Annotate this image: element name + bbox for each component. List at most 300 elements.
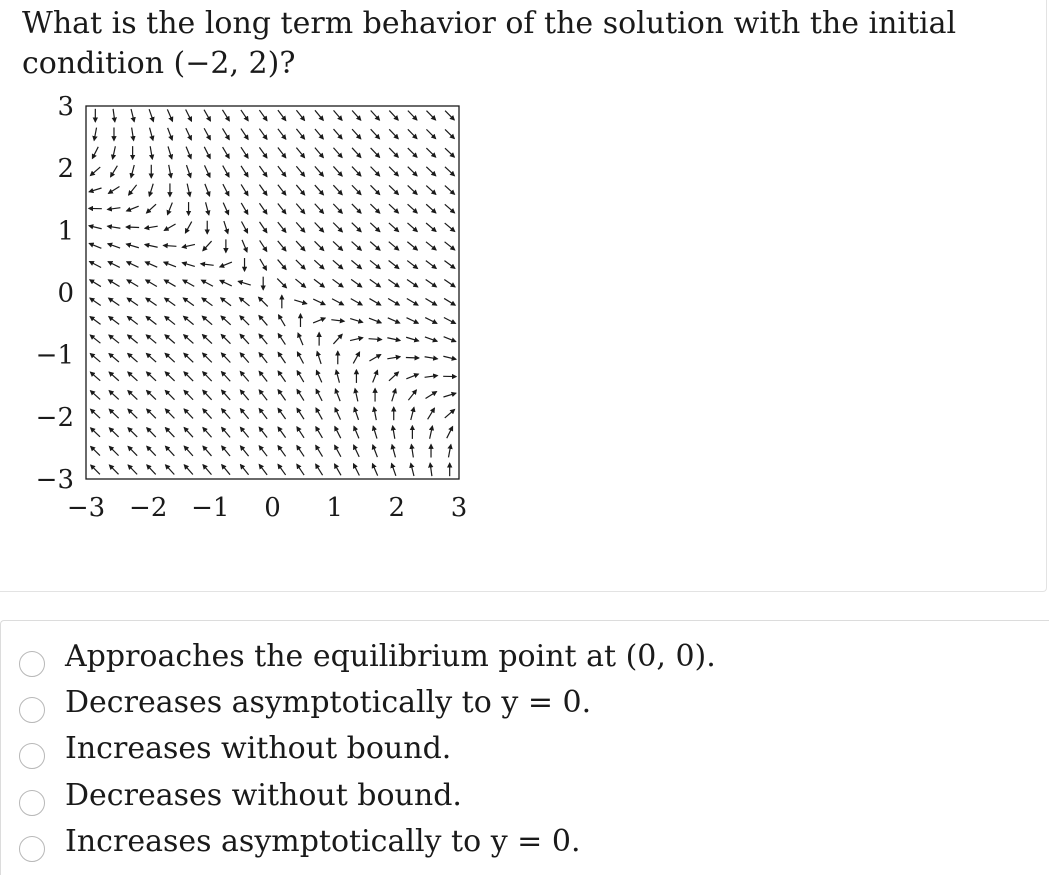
field-arrow-366 [425,357,438,359]
field-arrow-181 [259,446,267,456]
field-arrow-179 [241,110,248,121]
radio-button-1[interactable] [19,651,45,677]
field-arrow-72 [145,245,158,248]
field-arrow-132 [203,241,212,251]
field-arrow-340 [411,463,414,476]
x-tick-label: 0 [264,493,281,523]
field-arrow-127 [202,335,211,344]
field-arrow-155 [223,184,229,196]
field-arrow-188 [259,316,267,326]
field-arrow-235 [296,185,304,195]
field-arrow-345 [406,374,418,379]
field-arrow-212 [278,241,286,251]
field-arrow-272 [333,241,342,250]
field-arrow-282 [354,426,359,438]
field-arrow-317 [371,148,380,157]
field-arrow-4 [91,391,101,400]
field-arrow-316 [371,167,380,176]
y-axis-ticks [36,92,74,495]
field-arrow-305 [373,370,378,382]
field-arrow-96 [169,165,171,178]
field-arrow-356 [408,167,417,176]
field-arrow-111 [182,263,194,267]
field-arrow-176 [241,166,248,177]
field-arrow-119 [186,110,192,122]
field-arrow-310 [370,279,381,287]
field-arrow-268 [331,320,344,322]
field-arrow-382 [447,427,453,439]
field-arrow-139 [204,110,210,121]
field-arrow-23 [109,409,118,418]
field-arrow-271 [333,260,343,268]
field-arrow-168 [240,316,249,325]
field-arrow-112 [182,244,195,247]
field-arrow-45 [128,372,138,381]
field-arrow-230 [295,279,305,287]
field-arrow-324 [392,389,396,401]
field-arrow-140 [222,465,230,475]
field-arrow-143 [222,409,231,419]
field-arrow-280 [353,464,359,476]
field-arrow-12 [89,243,101,248]
field-arrow-260 [335,464,341,475]
field-arrow-352 [407,242,417,250]
field-arrow-389 [444,298,455,305]
field-arrow-98 [168,128,173,140]
field-arrow-42 [128,428,137,437]
field-arrow-150 [220,280,232,286]
field-arrow-103 [184,409,193,418]
field-arrow-388 [444,317,456,323]
field-arrow-208 [279,315,286,326]
field-arrow-314 [370,204,379,213]
answer-option-5[interactable] [19,820,580,864]
field-arrow-377 [426,148,435,157]
field-arrow-353 [407,223,417,232]
field-arrow-27 [109,335,119,343]
y-tick-label: 2 [57,154,74,185]
field-arrow-123 [203,409,212,419]
field-arrow-233 [296,222,305,232]
field-arrow-298 [352,129,361,139]
field-arrow-151 [220,262,232,267]
field-arrow-262 [335,427,341,439]
field-arrow-213 [278,222,286,232]
field-arrow-99 [167,109,172,121]
field-arrow-222 [297,427,304,438]
field-arrow-254 [315,204,324,214]
field-arrow-28 [109,317,119,325]
field-arrow-109 [183,298,194,306]
field-arrow-3 [91,409,100,418]
field-arrow-218 [278,129,286,139]
field-arrow-261 [335,445,341,456]
field-arrow-365 [425,376,438,378]
field-arrow-39 [113,109,115,122]
field-arrow-277 [333,148,342,158]
field-arrow-232 [296,241,305,251]
field-arrow-308 [369,318,381,323]
field-arrow-355 [408,185,417,194]
field-arrow-257 [315,148,323,158]
field-arrow-117 [186,147,191,159]
answer-label-1: Approaches the equilibrium point at (0, 0). [65,639,716,674]
field-arrow-287 [350,338,363,341]
field-arrow-91 [164,262,176,267]
field-arrow-216 [278,166,286,176]
field-arrow-60 [147,465,156,474]
field-arrow-241 [316,445,323,456]
field-arrow-224 [297,390,304,401]
field-arrow-378 [426,129,435,138]
field-arrow-184 [259,390,267,400]
y-tick-label: 1 [57,216,74,247]
field-arrow-25 [109,372,119,381]
field-arrow-279 [334,110,342,120]
field-arrow-343 [411,407,414,420]
field-arrow-149 [221,298,231,306]
field-arrow-79 [149,109,153,121]
field-arrow-330 [388,279,399,286]
field-arrow-18 [94,128,96,141]
field-arrow-22 [109,428,118,437]
field-arrow-364 [426,392,437,399]
field-arrow-47 [128,335,138,343]
field-arrow-54 [127,206,139,211]
field-arrow-186 [259,353,267,363]
field-arrow-252 [315,241,324,250]
field-arrow-59 [131,109,134,122]
field-arrow-178 [241,129,248,140]
field-arrow-281 [354,445,360,457]
field-arrow-15 [89,188,101,192]
field-arrow-67 [146,335,156,343]
field-arrow-88 [165,316,175,324]
field-arrow-154 [223,203,228,215]
field-arrow-93 [164,224,175,230]
field-arrow-46 [128,354,138,363]
field-arrow-29 [109,298,120,305]
field-arrow-50 [127,280,138,287]
field-arrow-71 [145,262,157,267]
field-arrow-158 [222,128,229,139]
field-arrow-8 [90,317,100,325]
field-arrow-101 [184,446,193,456]
answer-option-1[interactable] [19,635,716,679]
field-arrow-202 [278,427,286,438]
field-arrow-177 [241,147,248,158]
field-arrow-283 [354,408,358,420]
field-arrow-192 [260,240,267,251]
field-arrow-48 [127,317,137,325]
field-arrow-245 [316,371,321,383]
field-arrow-52 [126,244,138,248]
field-arrow-220 [297,464,304,475]
field-arrow-326 [387,357,400,359]
field-arrow-255 [315,185,324,195]
field-arrow-134 [206,202,209,215]
field-arrow-246 [317,352,321,364]
field-arrow-185 [259,371,267,381]
field-arrow-92 [163,245,176,246]
field-arrow-379 [426,111,435,120]
field-arrow-236 [296,166,304,176]
field-arrow-173 [241,221,247,232]
field-arrow-195 [259,185,266,196]
field-arrow-251 [314,260,324,269]
field-arrow-217 [278,147,286,157]
field-arrow-34 [108,208,121,210]
y-tick-label: −3 [35,465,74,495]
field-arrow-231 [296,260,305,269]
field-arrow-394 [445,204,455,213]
field-arrow-256 [315,166,324,176]
field-arrow-129 [202,298,212,306]
field-arrow-7 [90,335,100,343]
field-arrow-0 [91,465,100,474]
field-arrow-80 [166,465,175,475]
field-arrow-374 [426,204,436,213]
field-arrow-338 [389,129,398,138]
field-arrow-258 [315,129,323,139]
field-arrow-335 [389,185,398,194]
field-arrow-327 [387,338,400,341]
field-arrow-265 [336,370,339,383]
answers-card [0,620,1049,875]
field-arrow-376 [426,167,435,176]
arrow-field [89,109,456,476]
field-arrow-299 [352,110,361,120]
field-arrow-333 [389,223,399,232]
field-arrow-300 [373,464,378,476]
field-arrow-37 [113,146,116,159]
field-arrow-83 [165,409,174,418]
field-arrow-313 [370,223,380,232]
field-arrow-26 [109,354,119,362]
field-arrow-392 [445,242,455,250]
field-arrow-198 [259,129,267,140]
field-arrow-137 [204,147,210,159]
field-arrow-145 [222,372,231,382]
field-arrow-74 [147,204,157,213]
field-arrow-100 [184,465,193,475]
field-arrow-33 [108,226,121,228]
radio-button-2[interactable] [19,697,45,723]
field-arrow-344 [408,390,416,400]
field-arrow-242 [316,427,323,438]
answer-label-4: Decreases without bound. [65,778,462,813]
question-text: What is the long term behavior of the solution with the initial condition (−2, 2)? [22,6,957,81]
field-arrow-269 [332,299,343,305]
field-arrow-312 [370,242,380,251]
answer-label-2: Decreases asymptotically to y = 0. [65,685,592,720]
field-arrow-371 [426,261,436,269]
field-arrow-201 [278,446,286,457]
field-arrow-276 [333,166,342,176]
field-arrow-82 [165,428,174,437]
field-arrow-320 [392,464,396,476]
field-arrow-194 [259,203,266,214]
radio-button-3[interactable] [19,743,45,769]
field-arrow-66 [146,353,156,362]
field-arrow-120 [203,465,211,475]
field-arrow-307 [369,339,382,340]
field-arrow-125 [203,372,212,381]
field-arrow-362 [430,426,433,439]
field-arrow-43 [128,409,137,418]
field-arrow-301 [373,445,378,457]
field-arrow-334 [389,204,398,213]
field-arrow-243 [316,408,322,419]
x-tick-label: 2 [388,493,406,523]
field-arrow-166 [240,353,249,363]
field-arrow-219 [278,110,286,120]
field-arrow-319 [371,111,380,121]
x-tick-label: −1 [191,493,230,523]
field-arrow-315 [370,185,379,194]
x-tick-label: −3 [66,493,106,523]
radio-button-5[interactable] [19,836,45,862]
field-arrow-62 [147,428,156,437]
field-arrow-6 [90,354,100,362]
field-arrow-68 [146,316,156,324]
field-arrow-250 [314,279,324,287]
y-tick-label: −1 [35,340,74,371]
field-arrow-9 [90,298,101,305]
field-arrow-110 [183,280,194,286]
field-arrow-286 [353,352,359,363]
field-arrow-131 [201,264,214,266]
field-arrow-65 [147,372,156,381]
field-arrow-162 [240,427,248,437]
field-arrow-306 [369,355,380,361]
field-arrow-329 [388,299,399,306]
radio-button-4[interactable] [19,790,45,816]
field-arrow-107 [184,335,194,344]
field-arrow-108 [184,316,194,324]
field-arrow-147 [221,335,230,344]
field-arrow-124 [203,390,212,400]
field-arrow-387 [444,337,456,342]
answer-option-3[interactable] [19,727,451,771]
field-arrow-141 [222,446,230,456]
field-arrow-248 [313,318,325,323]
field-arrow-87 [165,335,175,344]
field-arrow-106 [184,353,193,362]
field-arrow-164 [240,390,248,400]
field-arrow-30 [108,280,119,287]
field-arrow-180 [259,465,267,475]
field-arrow-122 [203,428,212,438]
field-arrow-357 [408,148,417,157]
answer-option-2[interactable] [19,681,591,725]
field-arrow-58 [132,128,134,141]
field-arrow-56 [131,165,134,178]
field-arrow-244 [316,389,322,401]
field-arrow-121 [203,446,212,456]
field-arrow-309 [369,299,380,306]
field-arrow-225 [297,371,304,382]
field-arrow-69 [146,298,157,305]
field-arrow-384 [443,393,455,397]
field-arrow-55 [129,185,137,195]
field-arrow-341 [411,445,413,458]
field-arrow-372 [426,242,436,250]
field-arrow-63 [147,409,156,418]
field-arrow-390 [444,280,455,287]
direction-field-plot [0,88,500,528]
field-arrow-116 [186,165,190,177]
field-arrow-163 [240,409,248,419]
field-arrow-21 [109,446,118,455]
field-arrow-199 [259,110,267,121]
field-arrow-367 [425,337,437,341]
field-arrow-161 [240,446,248,456]
field-arrow-70 [146,280,157,287]
field-arrow-10 [90,280,101,287]
field-arrow-75 [149,184,153,196]
field-arrow-223 [297,408,304,419]
field-arrow-16 [90,167,100,176]
field-arrow-17 [92,147,98,159]
field-arrow-368 [425,318,437,324]
field-arrow-207 [278,334,285,345]
field-arrow-296 [352,167,361,176]
field-arrow-136 [205,165,210,177]
field-arrow-187 [259,334,267,344]
field-arrow-349 [407,298,418,305]
field-arrow-215 [278,185,286,195]
field-arrow-159 [222,110,229,121]
field-arrow-270 [333,279,343,287]
field-arrow-44 [128,391,137,400]
y-tick-label: −2 [35,402,74,433]
plot-frame [86,106,459,479]
field-arrow-169 [240,298,250,306]
x-axis-ticks [67,493,467,523]
field-arrow-146 [221,353,230,362]
answer-option-4[interactable] [19,774,462,818]
field-arrow-31 [108,262,120,268]
field-arrow-383 [445,409,455,418]
field-arrow-381 [448,445,450,458]
y-tick-label: 0 [57,278,74,309]
field-arrow-24 [109,391,119,400]
field-arrow-206 [278,352,285,363]
field-arrow-264 [335,389,340,401]
y-tick-label: 3 [57,92,74,122]
field-arrow-294 [352,204,361,213]
field-arrow-13 [89,226,102,229]
field-arrow-97 [168,146,172,158]
field-arrow-351 [407,261,417,269]
field-arrow-142 [222,427,230,437]
field-arrow-358 [408,129,417,138]
field-arrow-204 [278,390,285,401]
field-arrow-183 [259,409,267,419]
field-arrow-40 [128,465,137,474]
field-arrow-104 [184,390,193,399]
field-arrow-297 [352,148,361,158]
field-arrow-128 [202,316,212,324]
field-arrow-115 [187,184,190,197]
field-arrow-182 [259,427,267,437]
field-arrow-156 [223,166,229,177]
field-arrow-278 [334,129,343,139]
field-arrow-239 [296,110,304,120]
field-arrow-135 [205,184,210,196]
field-arrow-292 [352,242,362,251]
